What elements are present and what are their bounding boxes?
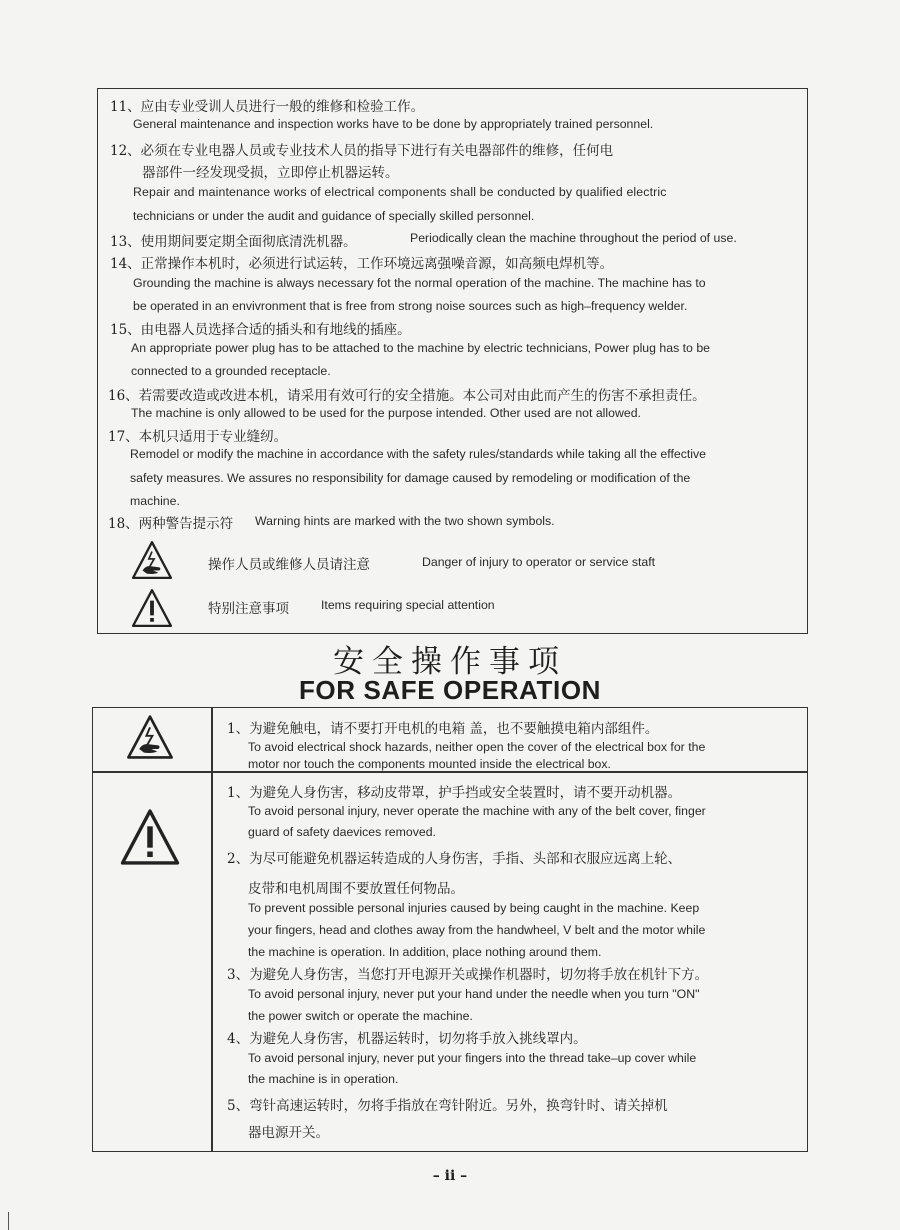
row2-item4-zh: 4、为避免人身伤害，机器运转时，切勿将手放入挑线罩内。 — [227, 1031, 587, 1047]
item-11-en: General maintenance and inspection works have to be done by appropriately trained personnel. — [133, 117, 654, 131]
row2-item1-zh: 1、为避免人身伤害，移动皮带罩，护手挡或安全装置时，请不要开动机器。 — [227, 785, 682, 801]
item-14-zh: 14、正常操作本机时，必须进行试运转，工作环境远离强噪音源，如高频电焊机等。 — [110, 256, 614, 272]
row2-item2-en-3: the machine is operation. In addition, place nothing around them. — [248, 945, 602, 959]
item-15-en-1: An appropriate power plug has to be attached to the machine by electric technicians, Power plug has to be — [131, 341, 710, 355]
table-row-divider — [92, 771, 808, 773]
row2-item2-en-1: To prevent possible personal injuries caused by being caught in the machine. Keep — [248, 901, 700, 915]
item-14-en-2: be operated in an envivronment that is free from strong noise sources such as high–frequency welder. — [133, 299, 688, 313]
item-14-en-1: Grounding the machine is always necessary fot the normal operation of the machine. The machine has to — [133, 276, 706, 290]
section-title-zh: 安全操作事项 — [333, 644, 567, 680]
symbol-2-en: Items requiring special attention — [321, 598, 495, 612]
item-17-zh: 17、本机只适用于专业缝纫。 — [108, 429, 288, 445]
row2-item1-en-1: To avoid personal injury, never operate the machine with any of the belt cover, finger — [248, 804, 706, 818]
item-15-en-2: connected to a grounded receptacle. — [131, 364, 331, 378]
item-18-zh: 18、两种警告提示符 — [108, 516, 234, 532]
item-12-en-1: Repair and maintenance works of electrical components shall be conducted by qualified electric — [133, 185, 667, 199]
item-18-en: Warning hints are marked with the two shown symbols. — [255, 514, 555, 528]
row2-item2-zh-1: 2、为尽可能避免机器运转造成的人身伤害，手指、头部和衣服应远离上轮、 — [227, 851, 682, 867]
item-15-zh: 15、由电器人员选择合适的插头和有地线的插座。 — [110, 322, 411, 338]
item-13-en: Periodically clean the machine throughout the period of use. — [410, 231, 737, 245]
row2-item3-en-2: the power switch or operate the machine. — [248, 1009, 473, 1023]
scan-edge-mark — [8, 1212, 9, 1230]
exclamation-warning-icon — [131, 588, 173, 628]
row2-item5-zh-1: 5、弯针高速运转时，勿将手指放在弯针附近。另外，换弯针时、请关掉机 — [227, 1098, 668, 1114]
row1-en-1: To avoid electrical shock hazards, neither open the cover of the electrical box for the — [248, 740, 706, 754]
row2-item4-en-1: To avoid personal injury, never put your fingers into the thread take–up cover while — [248, 1051, 697, 1065]
exclamation-warning-icon — [119, 808, 181, 866]
item-16-en: The machine is only allowed to be used for the purpose intended. Other used are not allowed. — [131, 406, 641, 420]
item-12-en-2: technicians or under the audit and guidance of specially skilled personnel. — [133, 209, 535, 223]
symbol-1-zh: 操作人员或维修人员请注意 — [208, 557, 370, 573]
item-17-en-3: machine. — [130, 494, 180, 508]
section-title-en: FOR SAFE OPERATION — [298, 675, 602, 705]
item-13-zh: 13、使用期间要定期全面彻底清洗机器。 — [110, 234, 357, 250]
symbol-2-zh: 特别注意事项 — [208, 601, 289, 617]
item-17-en-2: safety measures. We assures no responsibility for damage caused by remodeling or modification of the — [130, 471, 691, 485]
row1-en-2: motor nor touch the components mounted inside the electrical box. — [248, 757, 611, 771]
row2-item3-en-1: To avoid personal injury, never put your hand under the needle when you turn "ON" — [248, 987, 700, 1001]
row2-item2-zh-2: 皮带和电机周围不要放置任何物品。 — [248, 881, 464, 897]
item-12-zh-1: 12、必须在专业电器人员或专业技术人员的指导下进行有关电器部件的维修，任何电 — [110, 143, 614, 159]
item-12-zh-2: 器部件一经发现受损，立即停止机器运转。 — [142, 165, 399, 181]
hand-shock-warning-icon — [126, 714, 174, 760]
row1-zh: 1、为避免触电，请不要打开电机的电箱 盖，也不要触摸电箱内部组件。 — [227, 721, 659, 737]
page-number: – ii – — [432, 1168, 468, 1184]
row2-item1-en-2: guard of safety daevices removed. — [248, 825, 436, 839]
row2-item3-zh: 3、为避免人身伤害，当您打开电源开关或操作机器时，切勿将手放在机针下方。 — [227, 967, 709, 983]
item-11-zh: 11、应由专业受训人员进行一般的维修和检验工作。 — [110, 99, 425, 115]
hand-shock-warning-icon — [131, 540, 173, 580]
symbol-1-en: Danger of injury to operator or service staft — [422, 555, 656, 569]
row2-item2-en-2: your fingers, head and clothes away from the handwheel, V belt and the motor while — [248, 923, 706, 937]
row2-item4-en-2: the machine is in operation. — [248, 1072, 399, 1086]
item-17-en-1: Remodel or modify the machine in accordance with the safety rules/standards while taking all the effective — [130, 447, 706, 461]
row2-item5-zh-2: 器电源开关。 — [248, 1125, 329, 1141]
table-column-divider — [211, 707, 213, 1152]
item-16-zh: 16、若需要改造或改进本机，请采用有效可行的安全措施。本公司对由此而产生的伤害不承担责任。 — [108, 388, 706, 404]
